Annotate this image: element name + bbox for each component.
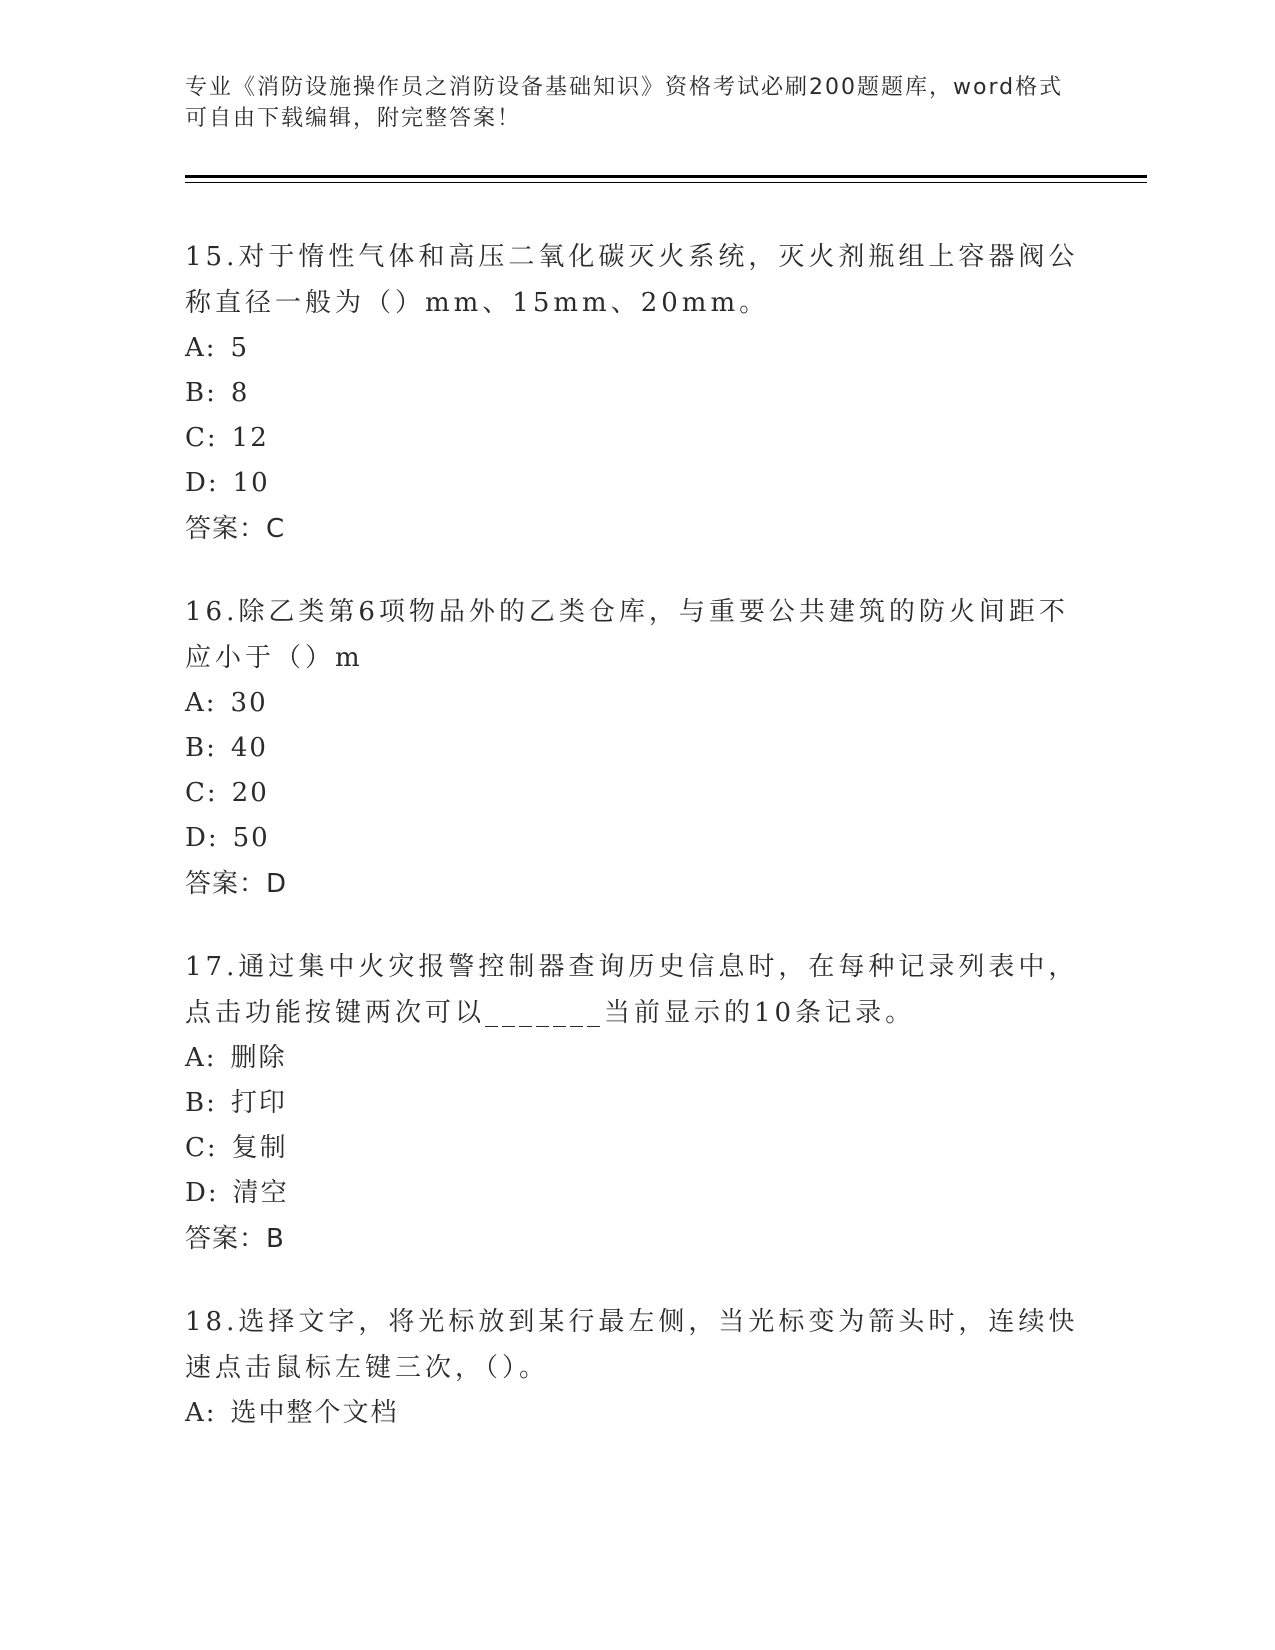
option-c: [185, 1126, 1085, 1171]
option-text: 40: [230, 733, 268, 763]
option-key: D:: [185, 468, 219, 498]
question-18: [185, 1299, 1085, 1436]
header-divider-thin: [185, 182, 1147, 183]
option-a: [185, 681, 1085, 726]
option-key: C:: [185, 423, 218, 453]
question-stem: 17.通过集中火灾报警控制器查询历史信息时，在每种记录列表中，点击功能按键两次可以_______当前显示的10条记录。: [185, 952, 1079, 1028]
question-stem: 15.对于惰性气体和高压二氧化碳灭火系统，灭火剂瓶组上容器阀公称直径一般为（）mm、15mm、20mm。: [185, 242, 1079, 318]
header-divider-thick: [185, 175, 1147, 178]
question-16: [185, 589, 1085, 907]
option-text: 打印: [230, 1088, 287, 1118]
option-key: B:: [185, 1088, 217, 1118]
option-key: C:: [185, 778, 218, 808]
option-text: 删除: [230, 1043, 287, 1073]
question-stem: 18.选择文字，将光标放到某行最左侧，当光标变为箭头时，连续快速点击鼠标左键三次，（）。: [185, 1307, 1079, 1383]
option-d: [185, 816, 1085, 861]
option-a: [185, 1036, 1085, 1081]
document-header: 专业《消防设施操作员之消防设备基础知识》资格考试必刷200题题库，word格式可自由下载编辑，附完整答案！: [185, 75, 1064, 131]
option-text: 50: [232, 823, 270, 853]
question-15: [185, 234, 1085, 552]
option-c: [185, 416, 1085, 461]
option-text: 清空: [232, 1178, 289, 1208]
answer-line: 答案：C: [185, 514, 286, 544]
option-text: 复制: [231, 1133, 288, 1163]
option-key: B:: [185, 733, 217, 763]
question-stem: 16.除乙类第6项物品外的乙类仓库，与重要公共建筑的防火间距不应小于（）m: [185, 597, 1069, 673]
option-a: [185, 1391, 1085, 1436]
option-key: C:: [185, 1133, 218, 1163]
option-key: A:: [185, 333, 217, 363]
option-c: [185, 771, 1085, 816]
option-text: 10: [232, 468, 270, 498]
option-text: 20: [231, 778, 269, 808]
option-text: 选中整个文档: [230, 1398, 399, 1428]
option-text: 30: [230, 688, 268, 718]
option-key: D:: [185, 1178, 219, 1208]
option-d: [185, 1171, 1085, 1216]
option-text: 12: [231, 423, 269, 453]
question-list: [185, 234, 1085, 1473]
option-text: 8: [230, 378, 250, 408]
option-a: [185, 326, 1085, 371]
option-b: [185, 1081, 1085, 1126]
question-17: [185, 944, 1085, 1262]
option-text: 5: [230, 333, 250, 363]
option-b: [185, 371, 1085, 416]
answer-line: 答案：B: [185, 1224, 285, 1254]
option-key: B:: [185, 378, 217, 408]
option-key: D:: [185, 823, 219, 853]
option-key: A:: [185, 1043, 217, 1073]
option-b: [185, 726, 1085, 771]
option-d: [185, 461, 1085, 506]
option-key: A:: [185, 688, 217, 718]
option-key: A:: [185, 1398, 217, 1428]
answer-line: 答案：D: [185, 869, 288, 899]
